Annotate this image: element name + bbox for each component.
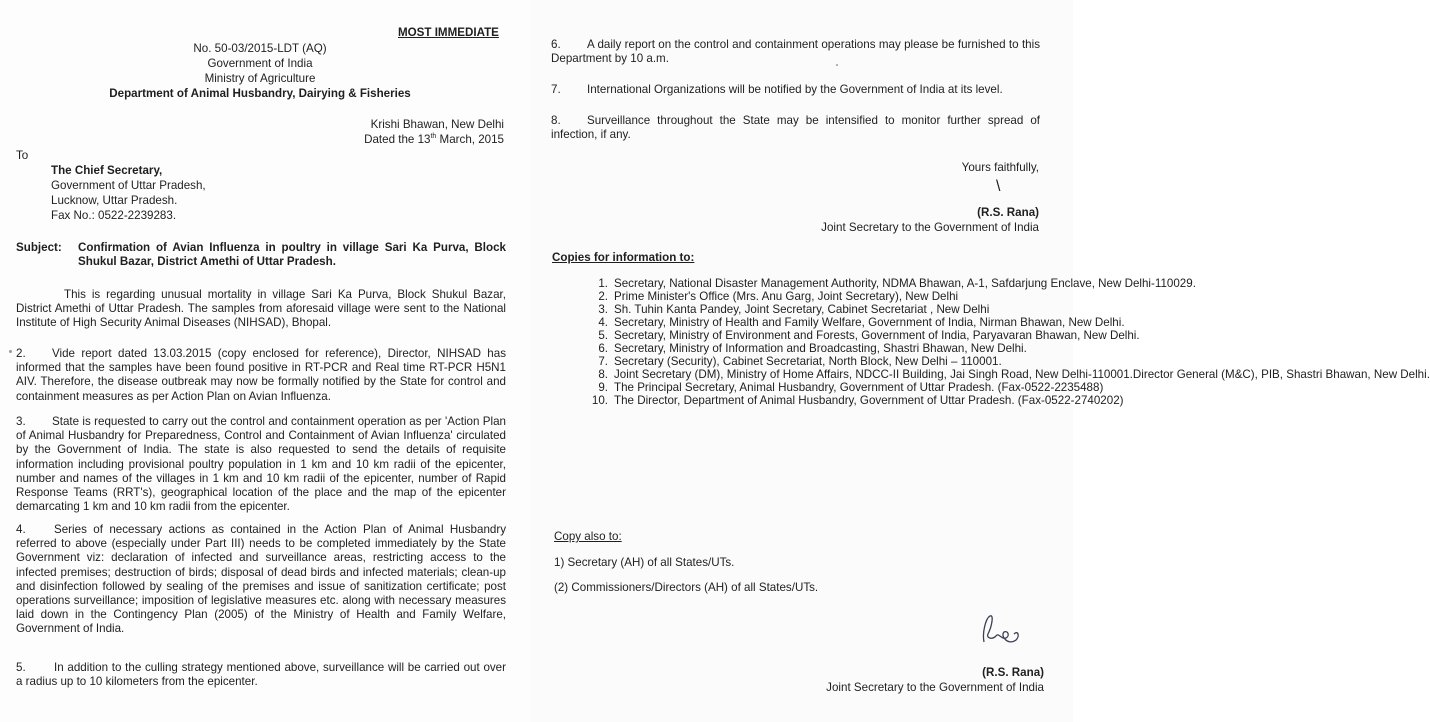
right-page (530, 0, 1430, 722)
paragraph-3-number: 3. (16, 415, 26, 428)
copy-recipient-item (580, 394, 1124, 408)
paragraph-2: Vide report dated 13.03.2015 (copy enclosed for reference), Director, NIHSAD has informed that the samples have been found positive in RT-PCR and Real time RT-PCR H5N1 AIV. Therefore, the disease outbreak may now be formally notified by the State for control and containment measures as per Action Plan on Avian Influenza. (16, 347, 506, 403)
government-line: Government of India (207, 57, 313, 70)
copy-recipient-number: 3. (598, 303, 608, 316)
paragraph-5-number: 5. (16, 661, 26, 674)
addressee: The Chief Secretary, (51, 164, 163, 177)
paragraph-5: In addition to the culling strategy mentioned above, surveillance will be carried out over a radius up to 10 kilometers from the epicenter. (16, 661, 506, 689)
copy-recipient-item (580, 277, 1196, 291)
copy-recipient-item (580, 316, 1125, 330)
copy-recipient-item (580, 356, 1042, 369)
left-page (0, 0, 530, 722)
scan-speck (836, 64, 838, 66)
file-number: No. 50-03/2015-LDT (AQ) (193, 42, 327, 55)
signatory-name-2: (R.S. Rana) (982, 666, 1044, 679)
copies-heading: Copies for information to: (552, 251, 695, 264)
paragraph-7: International Organizations will be notified by the Government of India at its level. (587, 83, 1003, 96)
paragraph-4: Series of necessary actions as contained in the Action Plan of Animal Husbandry referred to above (especially under Part III) needs to be completed immediately by the State Government viz: declaration of infected and surveillance areas, restricting access to the infected premises; destruction of birds; disposal of dead birds and infected materials; clean-up and disinfection followed by sealing of the premises and issue of sanitization certificate; post operations surveillance; imposition of legislative measures etc. along with necessary measures laid down in the Contingency Plan (2005) of the Ministry of Health and Family Welfare, Government of India. (16, 523, 506, 636)
ministry-line: Ministry of Agriculture (204, 72, 316, 85)
copy-recipient-number: 1. (598, 277, 608, 290)
copy-recipient-text: Secretary, Ministry of Health and Family Welfare, Government of India, Nirman Bhawan, New Delhi. (614, 316, 1125, 329)
copy-recipient-item (580, 291, 1042, 304)
to-label: To (16, 149, 29, 162)
copy-recipient-text: Prime Minister's Office (Mrs. Anu Garg, Joint Secretary), New Delhi (614, 290, 959, 303)
closing-line: Yours faithfully, (961, 161, 1039, 174)
address-line-2: Lucknow, Uttar Pradesh. (51, 194, 178, 207)
signatory-designation: Joint Secretary to the Government of India (821, 221, 1039, 234)
address-fax: Fax No.: 0522-2239283. (51, 209, 177, 222)
copy-recipient-text: Secretary, National Disaster Management Authority, NDMA Bhawan, A-1, Safdarjung Enclave, New Delhi-110029. (614, 277, 1196, 290)
copy-recipient-number: 2. (598, 290, 608, 303)
date-line: Dated the 13th March, 2015 (364, 133, 504, 146)
scan-speck (9, 350, 12, 353)
place-line: Krishi Bhawan, New Delhi (370, 118, 504, 131)
handwritten-signature (978, 610, 1024, 650)
subject-label: Subject: (16, 241, 62, 254)
copy-recipient-number: 7. (598, 355, 608, 368)
priority-marking: MOST IMMEDIATE (398, 26, 499, 39)
copy-recipient-text: The Principal Secretary, Animal Husbandry, Government of Uttar Pradesh. (Fax-0522-2235488) (614, 381, 1104, 394)
copy-recipient-number: 4. (598, 316, 608, 329)
copy-recipient-text: Secretary, Ministry of Information and Broadcasting, Shastri Bhawan, New Delhi. (614, 342, 1027, 355)
copy-recipient-item (580, 329, 1140, 343)
copy-recipient-item (580, 368, 1430, 382)
copy-also-item-1: 1) Secretary (AH) of all States/UTs. (554, 556, 735, 569)
copy-recipient-number: 10. (591, 394, 608, 407)
signature-mark: \ (996, 178, 1001, 195)
copy-recipient-text: Joint Secretary (DM), Ministry of Home Affairs, NDCC-II Building, Jai Singh Road, New Delhi-110001.Director General (M&C), PIB, Shastri Bhawan, New Delhi. (614, 368, 1430, 381)
paragraph-8: Surveillance throughout the State may be intensified to monitor further spread of infection, if any. (551, 114, 1040, 142)
paragraph-4-number: 4. (16, 523, 26, 536)
paragraph-6: A daily report on the control and containment operations may please be furnished to this Department by 10 a.m. (551, 38, 1040, 66)
paragraph-2-number: 2. (16, 347, 26, 360)
copy-recipient-number: 5. (598, 329, 608, 342)
copy-recipient-text: The Director, Department of Animal Husbandry, Government of Uttar Pradesh. (Fax-0522-2740202) (614, 394, 1124, 407)
copy-recipient-text: Secretary, Ministry of Environment and Forests, Government of India, Paryavaran Bhawan, New Delhi. (614, 329, 1140, 342)
copy-also-item-2: (2) Commissioners/Directors (AH) of all States/UTs. (554, 581, 819, 594)
signatory-name: (R.S. Rana) (977, 206, 1039, 219)
paragraph-3: State is requested to carry out the control and containment operation as per 'Action Plan of Animal Husbandry for Preparedness, Control and Containment of Avian Influenza' circulated by the Government of India. The state is also requested to send the details of requisite information including provisional poultry population in 1 km and 10 km radii of the epicenter, number and names of the villages in 1 km and 10 km radii of the epicenter, number of Rapid Response Teams (RRT's), geographical location of the place and the map of the epicenter demarcating 1 km and 10 km radii from the epicenter. (16, 415, 506, 514)
paragraph-1: This is regarding unusual mortality in village Sari Ka Purva, Block Shukul Bazar, District Amethi of Uttar Pradesh. The samples from aforesaid village were sent to the National Institute of High Security Animal Diseases (NIHSAD), Bhopal. (16, 288, 506, 330)
copy-recipient-item (580, 343, 1042, 356)
subject-text: Confirmation of Avian Influenza in poultry in village Sari Ka Purva, Block Shukul Bazar, District Amethi of Uttar Pradesh. (78, 241, 506, 269)
copy-recipient-text: Secretary (Security), Cabinet Secretariat, North Block, New Delhi – 110001. (614, 355, 1002, 368)
signatory-designation-2: Joint Secretary to the Government of India (826, 681, 1044, 694)
copy-recipient-number: 6. (598, 342, 608, 355)
copy-recipient-number: 8. (598, 368, 608, 381)
address-line-1: Government of Uttar Pradesh, (51, 179, 206, 192)
paragraph-8-number: 8. (551, 114, 561, 127)
copy-recipient-number: 9. (598, 381, 608, 394)
paragraph-7-number: 7. (551, 83, 561, 96)
paragraph-6-number: 6. (551, 38, 561, 51)
copy-also-heading: Copy also to: (554, 530, 622, 543)
copy-recipient-text: Sh. Tuhin Kanta Pandey, Joint Secretary, Cabinet Secretariat , New Delhi (614, 303, 990, 316)
department-line: Department of Animal Husbandry, Dairying & Fisheries (109, 87, 411, 100)
copy-recipient-item (580, 381, 1104, 395)
copies-list (580, 277, 1430, 408)
copy-recipient-item (580, 304, 1042, 317)
